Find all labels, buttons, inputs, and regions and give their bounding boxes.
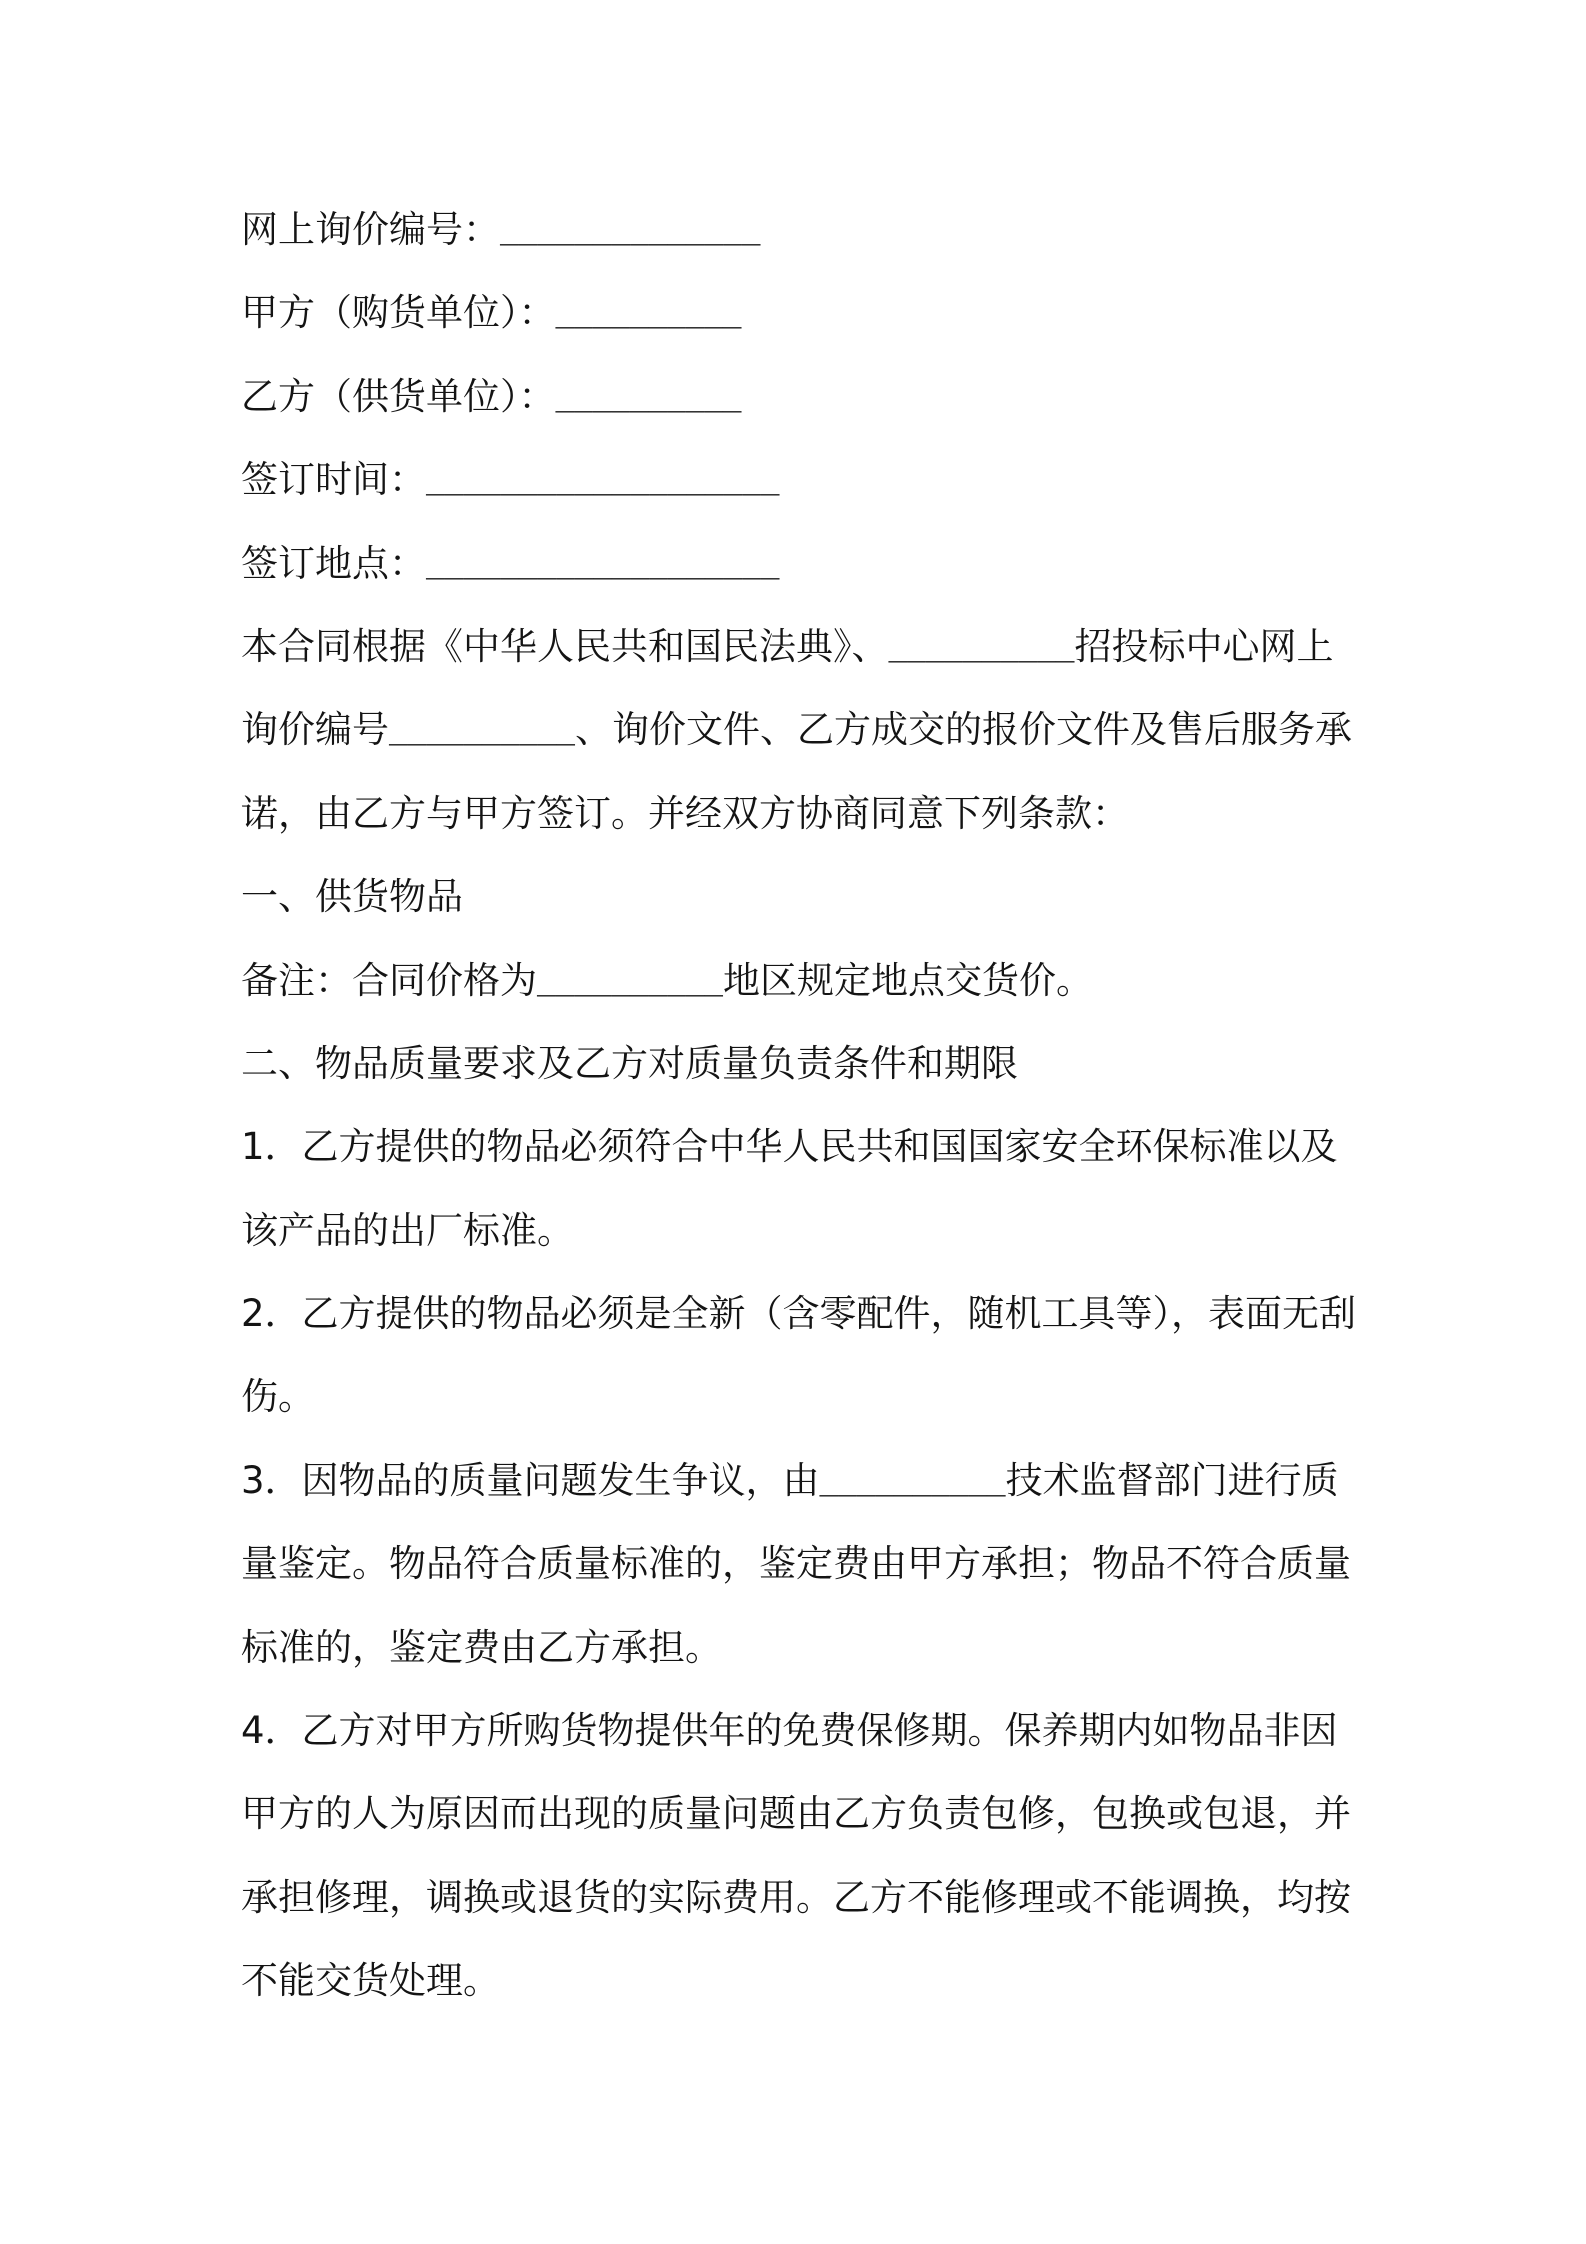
fill-in-blank: __________ [555,383,742,419]
fill-in-blank: __________ [555,300,742,336]
field-label: 签订时间： [241,458,426,502]
clause-line [241,1439,1361,1522]
clause-line [241,1105,1361,1188]
clause-line [241,1355,1361,1438]
clause-line [241,1606,1361,1689]
fill-in-blank: ___________________ [426,467,780,503]
fill-in-blank: __________ [819,1467,1006,1503]
paragraph-text: 4．乙方对甲方所购货物提供年的免费保修期。保养期内如物品非因 [241,1709,1338,1753]
clause-line [241,1522,1361,1605]
contract-body [241,188,1361,2023]
paragraph-text: 该产品的出厂标准。 [241,1208,574,1252]
preamble-line [241,772,1361,855]
paragraph-text: 诺，由乙方与甲方签订。并经双方协商同意下列条款： [241,791,1129,835]
party-a-field [241,271,1361,354]
party-b-field [241,355,1361,438]
note-line [241,939,1361,1022]
clause-line [241,1689,1361,1772]
paragraph-text: 地区规定地点交货价。 [723,958,1094,1002]
section-heading [241,855,1361,938]
paragraph-text: 询价编号 [241,708,389,752]
field-label: 签订地点： [241,541,426,585]
paragraph-text: 甲方的人为原因而出现的质量问题由乙方负责包修，包换或包退，并 [241,1792,1351,1836]
paragraph-text: 3．因物品的质量问题发生争议，由 [241,1458,820,1502]
inquiry-number-field [241,188,1361,271]
fill-in-blank: ______________ [500,217,761,252]
fill-in-blank: __________ [888,633,1075,669]
field-label: 乙方（供货单位）： [241,374,556,418]
field-label: 网上询价编号： [241,208,500,251]
paragraph-text: 技术监督部门进行质 [1005,1458,1339,1502]
clause-line [241,1189,1361,1272]
field-label: 甲方（购货单位）： [241,291,556,335]
clause-line [241,1772,1361,1855]
sign-place-field [241,522,1361,605]
paragraph-text: 量鉴定。物品符合质量标准的，鉴定费由甲方承担；物品不符合质量 [241,1542,1351,1586]
paragraph-text: 不能交货处理。 [241,1959,500,2003]
sign-time-field [241,438,1361,521]
preamble-line [241,688,1361,771]
paragraph-text: 、询价文件、乙方成交的报价文件及售后服务承 [575,708,1353,752]
section-title: 二、物品质量要求及乙方对质量负责条件和期限 [241,1041,1018,1085]
paragraph-text: 2．乙方提供的物品必须是全新（含零配件，随机工具等），表面无刮 [241,1292,1357,1336]
fill-in-blank: ___________________ [426,550,780,586]
paragraph-text: 招投标中心网上 [1074,624,1334,668]
clause-line [241,1939,1361,2022]
paragraph-text: 伤。 [241,1375,315,1419]
paragraph-text: 承担修理，调换或退货的实际费用。乙方不能修理或不能调换，均按 [241,1875,1351,1919]
paragraph-text: 1．乙方提供的物品必须符合中华人民共和国国家安全环保标准以及 [241,1125,1338,1169]
clause-line [241,1272,1361,1355]
paragraph-text: 标准的，鉴定费由乙方承担。 [241,1625,722,1669]
fill-in-blank: __________ [537,967,724,1003]
paragraph-text: 备注：合同价格为 [241,958,537,1002]
section-heading [241,1022,1361,1105]
preamble-line [241,605,1361,688]
paragraph-text: 本合同根据《中华人民共和国民法典》、 [241,624,889,668]
section-title: 一、供货物品 [241,875,463,919]
fill-in-blank: __________ [389,717,576,753]
clause-line [241,1856,1361,1939]
